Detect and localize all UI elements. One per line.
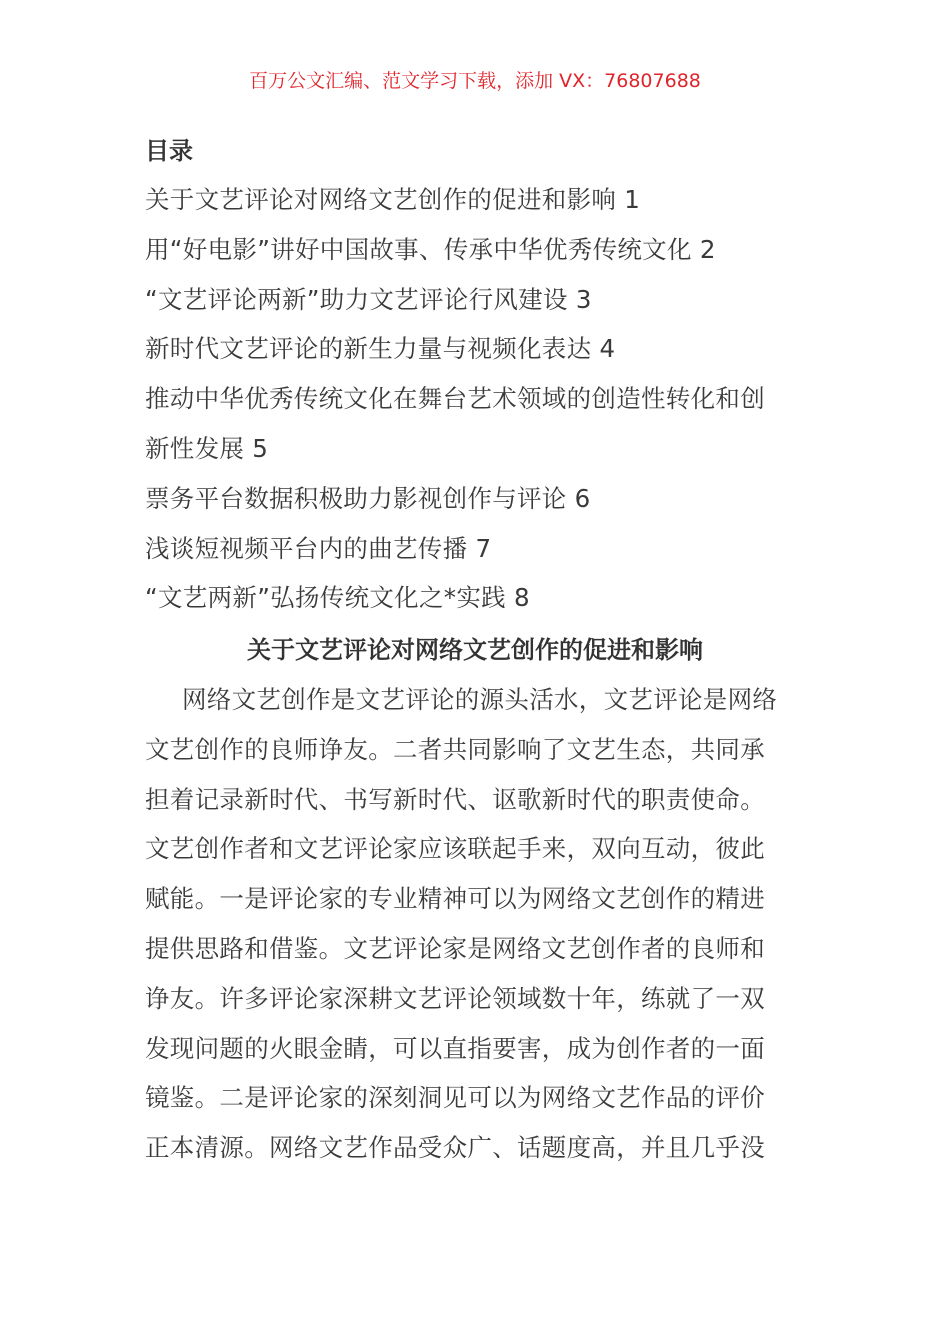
toc-entry[interactable]: 推动中华优秀传统文化在舞台艺术领域的创造性转化和创 — [145, 384, 765, 414]
toc-entry-continued[interactable]: 新性发展 5 — [145, 433, 269, 463]
download-banner: 百万公文汇编、范文学习下载，添加 VX：76807688 — [249, 70, 701, 92]
paragraph-line: 担着记录新时代、书写新时代、讴歌新时代的职责使命。 — [145, 784, 765, 814]
article-paragraph — [145, 675, 805, 1173]
toc-entry[interactable]: 浅谈短视频平台内的曲艺传播 7 — [145, 533, 492, 563]
toc-entry[interactable]: “文艺评论两新”助力文艺评论行风建设 3 — [145, 284, 592, 314]
table-of-contents — [145, 175, 805, 623]
paragraph-line: 赋能。一是评论家的专业精神可以为网络文艺创作的精进 — [145, 884, 765, 914]
toc-entry[interactable]: 票务平台数据积极助力影视创作与评论 6 — [145, 483, 591, 513]
toc-entry[interactable]: “文艺两新”弘扬传统文化之*实践 8 — [145, 583, 530, 613]
toc-entry[interactable]: 关于文艺评论对网络文艺创作的促进和影响 1 — [145, 185, 641, 214]
paragraph-line: 诤友。许多评论家深耕文艺评论领域数十年，练就了一双 — [145, 983, 765, 1013]
toc-entry[interactable]: 用“好电影”讲好中国故事、传承中华优秀传统文化 2 — [145, 234, 716, 264]
paragraph-line: 网络文艺创作是文艺评论的源头活水，文艺评论是网络 — [182, 685, 778, 714]
article-title: 关于文艺评论对网络文艺创作的促进和影响 — [247, 636, 703, 664]
paragraph-line: 镜鉴。二是评论家的深刻洞见可以为网络文艺作品的评价 — [145, 1083, 765, 1113]
paragraph-line: 提供思路和借鉴。文艺评论家是网络文艺创作者的良师和 — [145, 933, 765, 963]
paragraph-line: 文艺创作者和文艺评论家应该联起手来，双向互动，彼此 — [145, 834, 765, 864]
toc-heading: 目录 — [145, 137, 193, 165]
paragraph-line: 正本清源。网络文艺作品受众广、话题度高，并且几乎没 — [145, 1133, 765, 1163]
toc-entry[interactable]: 新时代文艺评论的新生力量与视频化表达 4 — [145, 334, 616, 364]
paragraph-line: 发现问题的火眼金睛，可以直指要害，成为创作者的一面 — [145, 1033, 765, 1063]
paragraph-line: 文艺创作的良师诤友。二者共同影响了文艺生态，共同承 — [145, 734, 765, 764]
